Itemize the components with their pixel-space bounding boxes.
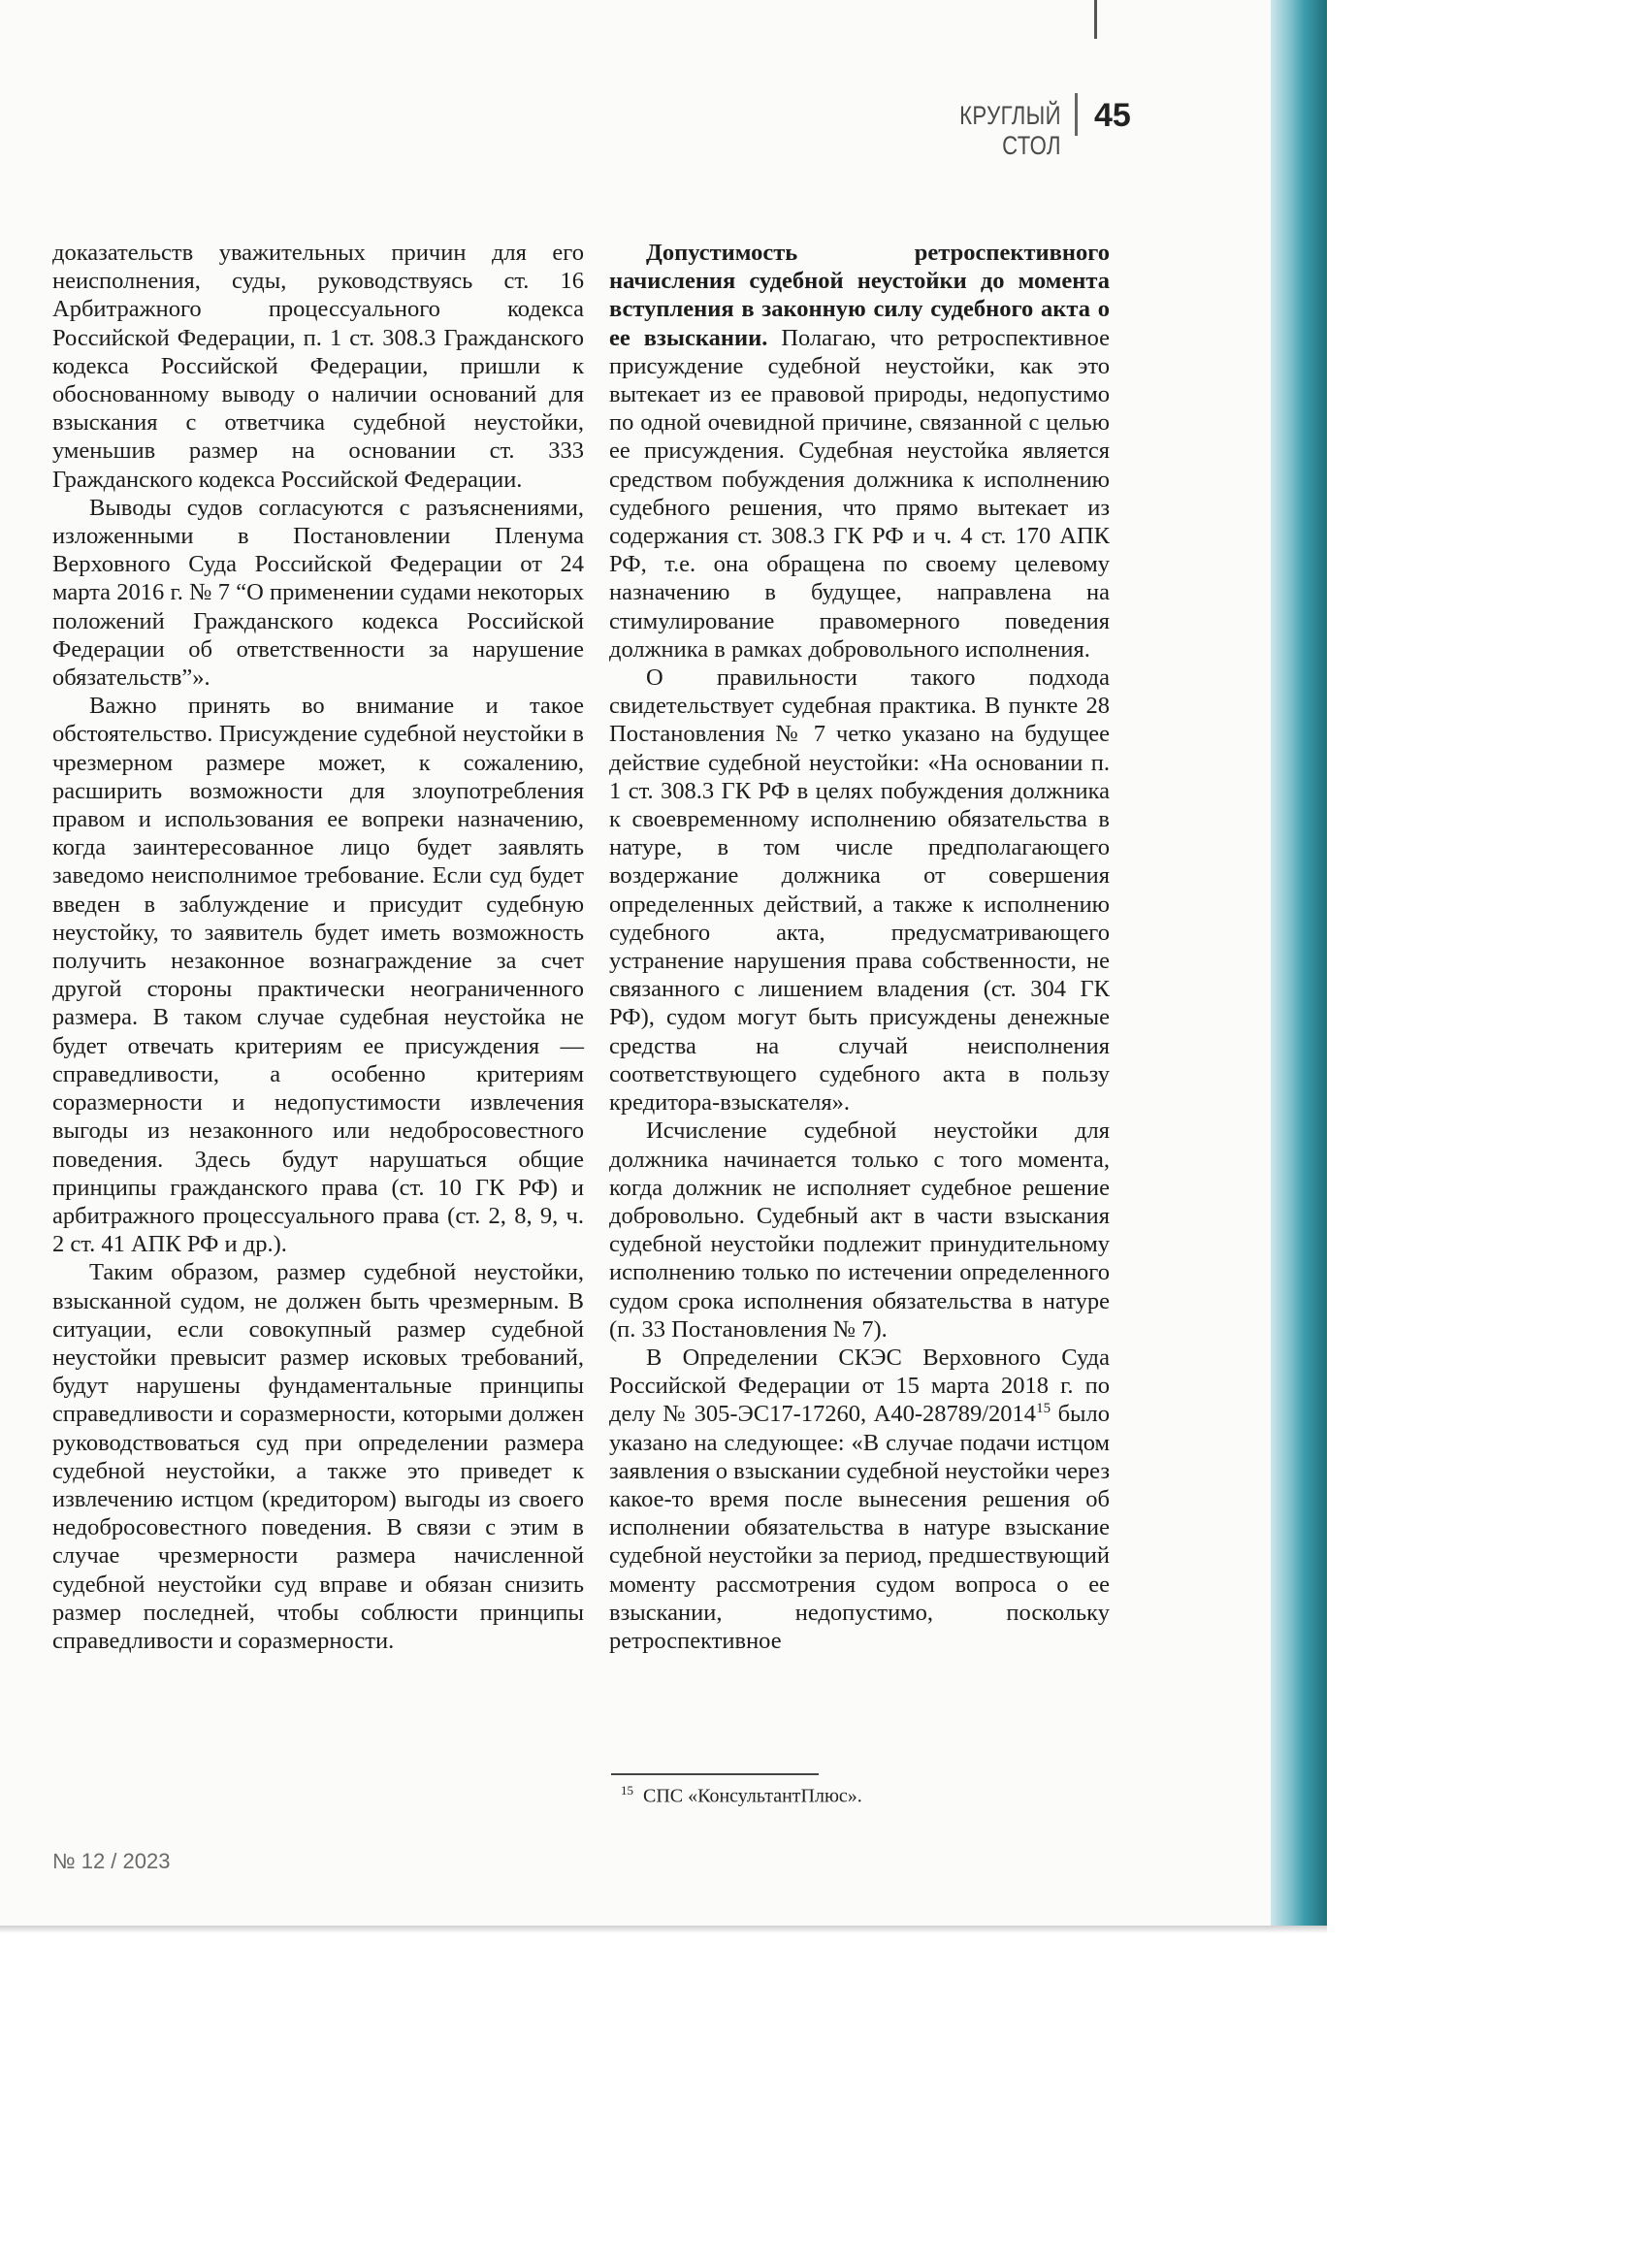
paragraph: Выводы судов согласуются с разъяснениями, изложенными в Постановлении Пленума Верховного Суда Российской Федерации от 24 марта 2016 г. № 7 “О применении судами некоторых положений Гражданского кодекса Российской Федерации об ответственности за нарушение обязательств”». bbox=[52, 494, 584, 692]
page-number: 45 bbox=[1094, 97, 1131, 134]
footnote bbox=[621, 1783, 862, 1808]
header-divider bbox=[1075, 93, 1078, 136]
footnote-divider bbox=[611, 1773, 819, 1775]
paragraph: О правильности такого подхода свидетельствует судебная практика. В пункте 28 Постановления № 7 четко указано на будущее действие судебной неустойки: «На основании п. 1 ст. 308.3 ГК РФ в целях побуждения должника к своевременному исполнению обязательства в натуре, в том числе предполагающего воздержание должника от совершения определенных действий, а также к исполнению судебного акта, предусматривающего устранение нарушения права собственности, не связанного с лишением владения (ст. 304 ГК РФ), судом могут быть присуждены денежные средства на случай неисполнения соответствующего судебного акта в пользу кредитора-взыскателя». bbox=[609, 664, 1110, 1117]
paragraph-text: Полагаю, что ретроспективное присуждение судебной неустойки, как это вытекает из ее правовой природы, недопустимо по одной очевидной причине, связанной с целью ее присуждения. Судебная неустойка является средством побуждения должника к исполнению судебного решения, что прямо вытекает из содержания ст. 308.3 ГК РФ и ч. 4 ст. 170 АПК РФ, т.е. она обращена по своему целевому назначению в будущее, направлена на стимулирование правомерного поведения должника в рамках добровольного исполнения. bbox=[609, 324, 1110, 663]
page-shadow bbox=[0, 1926, 1327, 1933]
paragraph-text: было указано на следующее: «В случае подачи истцом заявления о взыскании судебной неустойки через какое-то время после вынесения решения об исполнении обязательства в натуре взыскание судебной неустойки за период, предшествующий моменту рассмотрения судом вопроса о ее взыскании, недопустимо, поскольку ретроспективное bbox=[609, 1401, 1110, 1654]
footnote-number: 15 bbox=[621, 1783, 633, 1798]
footnote-text: СПС «КонсультантПлюс». bbox=[643, 1785, 862, 1807]
paragraph: доказательств уважительных причин для его неисполнения, суды, руководствуясь ст. 16 Арбитражного процессуального кодекса Российской Федерации, п. 1 ст. 308.3 Гражданского кодекса Российской Федерации, пришли к обоснованному выводу о наличии оснований для взыскания с ответчика судебной неустойки, уменьшив размер на основании ст. 333 Гражданского кодекса Российской Федерации. bbox=[52, 240, 584, 493]
paragraph bbox=[609, 1344, 1110, 1655]
right-column bbox=[609, 239, 1110, 1655]
paragraph bbox=[609, 239, 1110, 664]
paragraph: Важно принять во внимание и такое обстоятельство. Присуждение судебной неустойки в чрезмерном размере может, к сожалению, расширить возможности для злоупотребления правом и использования ее вопреки назначению, когда заинтересованное лицо будет заявлять заведомо неисполнимое требование. Если суд будет введен в заблуждение и присудит судебную неустойку, то заявитель будет иметь возможность получить незаконное вознаграждение за счет другой стороны практически неограниченного размера. В таком случае судебная неустойка не будет отвечать критериям ее присуждения — справедливости, а особенно критериям соразмерности и недопустимости извлечения выгоды из незаконного или недобросовестного поведения. Здесь будут нарушаться общие принципы гражданского права (ст. 10 ГК РФ) и арбитражного процессуального права (ст. 2, 8, 9, ч. 2 ст. 41 АПК РФ и др.). bbox=[52, 693, 584, 1258]
footnote-ref: 15 bbox=[1036, 1401, 1051, 1417]
cover-edge bbox=[1271, 0, 1327, 1926]
paragraph: Исчисление судебной неустойки для должника начинается только с того момента, когда должник не исполняет судебное решение добровольно. Судебный акт в части взыскания судебной неустойки подлежит принудительному исполнению только по истечении определенного судом срока исполнения обязательства в натуре (п. 33 Постановления № 7). bbox=[609, 1118, 1110, 1343]
left-column bbox=[52, 239, 584, 1655]
issue-number: № 12 / 2023 bbox=[52, 1849, 171, 1873]
section-title: КРУГЛЫЙ СТОЛ bbox=[959, 101, 1061, 160]
paragraph-text: В Определении СКЭС Верховного Суда Российской Федерации от 15 марта 2018 г. по делу № 305-ЭС17-17260, А40-28789/2014 bbox=[609, 1344, 1110, 1428]
paragraph: Таким образом, размер судебной неустойки, взысканной судом, не должен быть чрезмерным. В ситуации, если совокупный размер судебной неустойки превысит размер исковых требований, будут нарушены фундаментальные принципы справедливости и соразмерности, которыми должен руководствоваться суд при определении размера судебной неустойки, а также это приведет к извлечению истцом (кредитором) выгоды из своего недобросовестного поведения. В связи с этим в случае чрезмерности размера начисленной судебной неустойки суд вправе и обязан снизить размер последней, чтобы соблюсти принципы справедливости и соразмерности. bbox=[52, 1259, 584, 1654]
section-heading: Допустимость ретроспективного начисления судебной неустойки до момента вступления в законную силу судебного акта о ее взыскании. bbox=[609, 240, 1110, 351]
fold-line bbox=[1094, 0, 1097, 39]
